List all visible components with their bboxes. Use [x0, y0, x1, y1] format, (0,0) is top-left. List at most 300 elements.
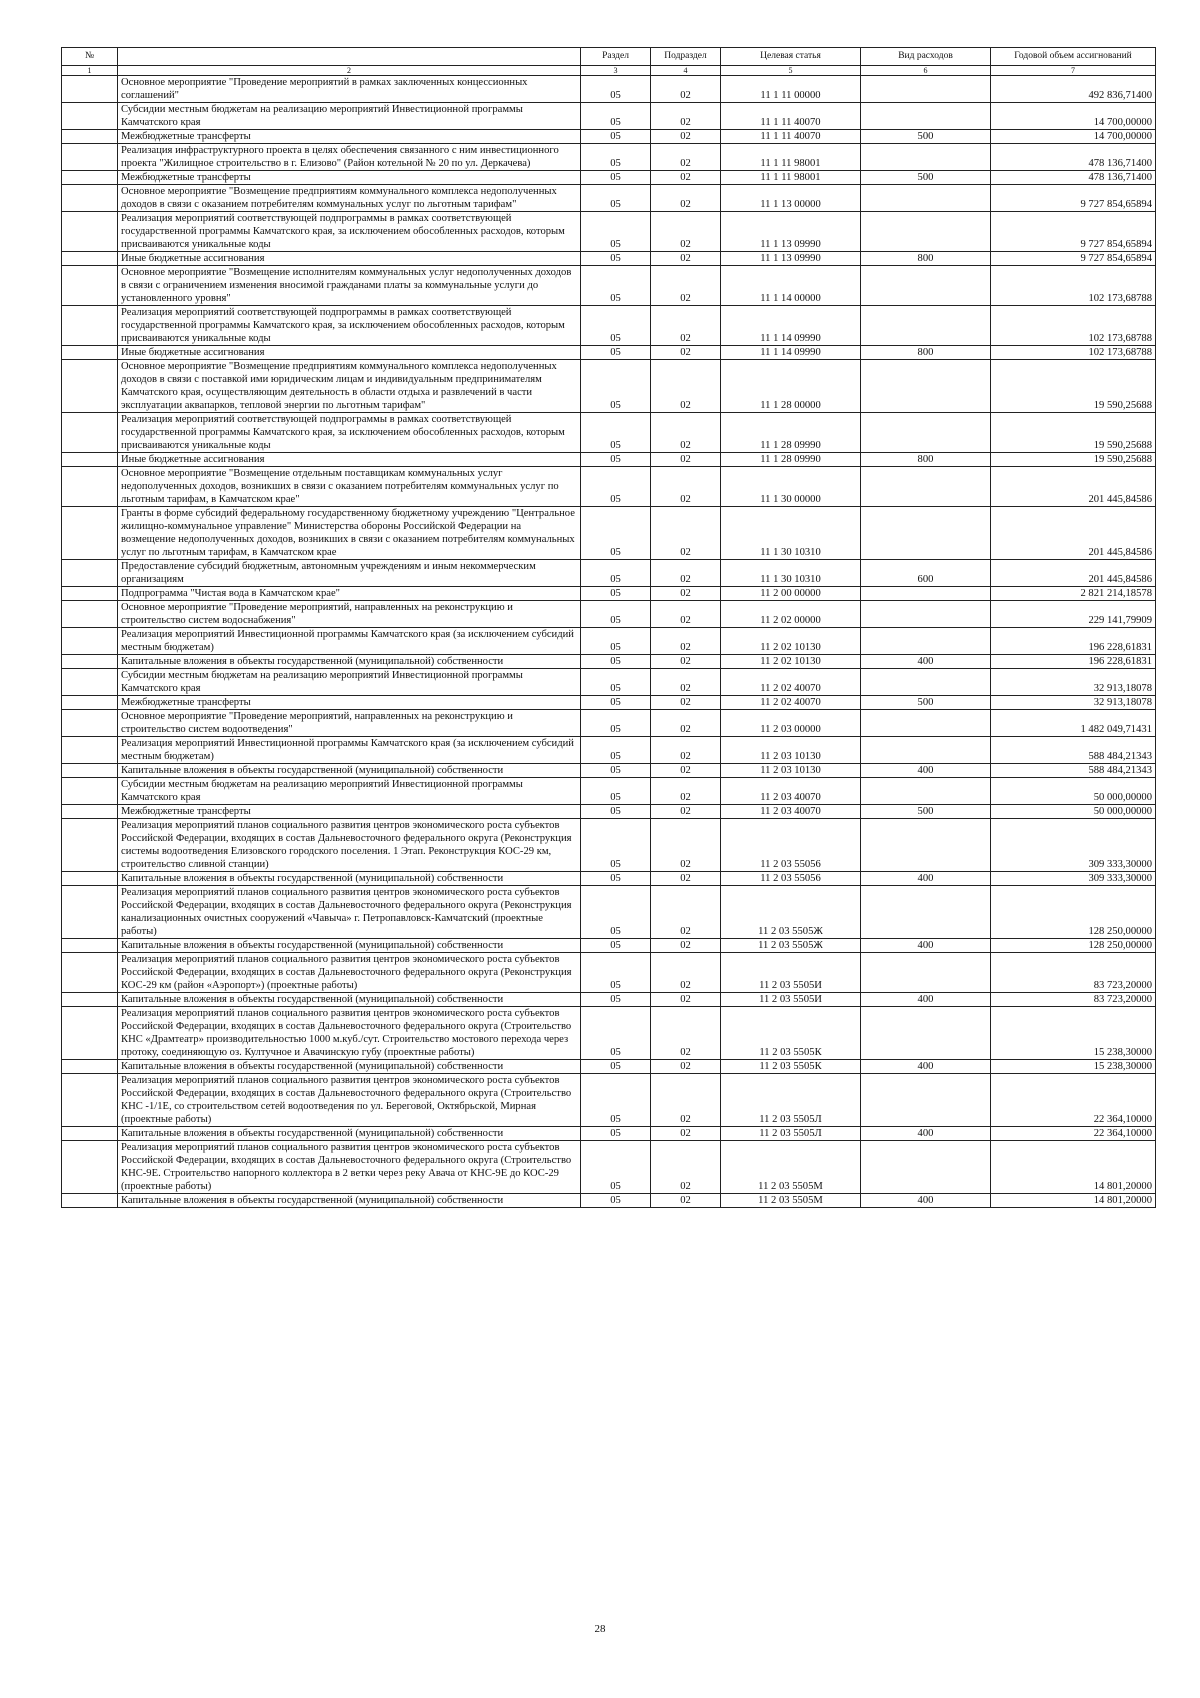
row-no	[62, 993, 118, 1007]
row-no	[62, 737, 118, 764]
row-no	[62, 696, 118, 710]
table-row	[62, 413, 1156, 453]
row-no	[62, 710, 118, 737]
row-amount: 478 136,71400	[991, 144, 1156, 171]
row-tselevaya-statya: 11 1 30 00000	[721, 467, 861, 507]
row-podrazdel: 02	[651, 560, 721, 587]
row-name: Основное мероприятие "Проведение мероприятий в рамках заключенных концессионных соглашений"	[118, 76, 581, 103]
table-row	[62, 346, 1156, 360]
row-podrazdel: 02	[651, 953, 721, 993]
row-podrazdel: 02	[651, 587, 721, 601]
table-row	[62, 587, 1156, 601]
column-number: 7	[991, 66, 1156, 76]
table-row	[62, 1194, 1156, 1208]
column-number: 5	[721, 66, 861, 76]
table-row	[62, 737, 1156, 764]
row-razdel: 05	[581, 507, 651, 560]
column-number-row	[62, 66, 1156, 76]
row-razdel: 05	[581, 1194, 651, 1208]
row-razdel: 05	[581, 1141, 651, 1194]
row-no	[62, 306, 118, 346]
row-tselevaya-statya: 11 1 13 09990	[721, 252, 861, 266]
table-row	[62, 764, 1156, 778]
row-name: Реализация мероприятий планов социального развития центров экономического роста субъектов Российской Федерации, входящих в состав Дальневосточного федерального округа (Реконструкция канализационных очистных сооружений «Чавыча» г. Петропавловск-Камчатский (проектные работы)	[118, 886, 581, 939]
row-name: Капитальные вложения в объекты государственной (муниципальной) собственности	[118, 1127, 581, 1141]
row-razdel: 05	[581, 103, 651, 130]
row-tselevaya-statya: 11 2 02 10130	[721, 628, 861, 655]
row-razdel: 05	[581, 306, 651, 346]
row-tselevaya-statya: 11 2 02 40070	[721, 669, 861, 696]
row-name: Реализация мероприятий соответствующей подпрограммы в рамках соответствующей государственной программы Камчатского края, за исключением обособленных расходов, которым присваиваются уникальные коды	[118, 212, 581, 252]
budget-table	[61, 47, 1156, 1208]
row-razdel: 05	[581, 346, 651, 360]
row-tselevaya-statya: 11 1 14 09990	[721, 346, 861, 360]
row-tselevaya-statya: 11 1 28 09990	[721, 453, 861, 467]
row-no	[62, 413, 118, 453]
table-row	[62, 655, 1156, 669]
row-name: Иные бюджетные ассигнования	[118, 453, 581, 467]
row-name: Капитальные вложения в объекты государственной (муниципальной) собственности	[118, 1060, 581, 1074]
row-tselevaya-statya: 11 1 13 00000	[721, 185, 861, 212]
row-no	[62, 1127, 118, 1141]
row-razdel: 05	[581, 560, 651, 587]
table-row	[62, 1074, 1156, 1127]
row-razdel: 05	[581, 266, 651, 306]
row-vid-rashodov: 400	[861, 872, 991, 886]
row-vid-rashodov: 400	[861, 1060, 991, 1074]
page-number: 28	[594, 1623, 606, 1635]
row-podrazdel: 02	[651, 252, 721, 266]
row-podrazdel: 02	[651, 819, 721, 872]
row-amount: 128 250,00000	[991, 886, 1156, 939]
row-amount: 9 727 854,65894	[991, 185, 1156, 212]
row-amount: 50 000,00000	[991, 805, 1156, 819]
row-tselevaya-statya: 11 2 03 5505Ж	[721, 886, 861, 939]
row-vid-rashodov	[861, 601, 991, 628]
row-no	[62, 601, 118, 628]
row-no	[62, 171, 118, 185]
row-no	[62, 103, 118, 130]
row-name: Межбюджетные трансферты	[118, 130, 581, 144]
row-tselevaya-statya: 11 2 03 5505И	[721, 993, 861, 1007]
table-row	[62, 872, 1156, 886]
row-name: Субсидии местным бюджетам на реализацию мероприятий Инвестиционной программы Камчатского края	[118, 103, 581, 130]
table-row	[62, 993, 1156, 1007]
row-tselevaya-statya: 11 2 03 55056	[721, 872, 861, 886]
row-no	[62, 560, 118, 587]
row-podrazdel: 02	[651, 655, 721, 669]
row-no	[62, 360, 118, 413]
row-no	[62, 655, 118, 669]
row-name: Основное мероприятие "Проведение мероприятий, направленных на реконструкцию и строительство систем водоснабжения"	[118, 601, 581, 628]
row-vid-rashodov: 400	[861, 764, 991, 778]
row-amount: 15 238,30000	[991, 1060, 1156, 1074]
row-vid-rashodov	[861, 778, 991, 805]
row-name: Реализация инфраструктурного проекта в целях обеспечения связанного с ним инвестиционного проекта "Жилищное строительство в г. Елизово" (Район котельной № 20 по ул. Деркачева)	[118, 144, 581, 171]
row-amount: 102 173,68788	[991, 266, 1156, 306]
row-podrazdel: 02	[651, 306, 721, 346]
table-row	[62, 453, 1156, 467]
row-amount: 15 238,30000	[991, 1007, 1156, 1060]
row-tselevaya-statya: 11 2 03 5505И	[721, 953, 861, 993]
row-name: Капитальные вложения в объекты государственной (муниципальной) собственности	[118, 764, 581, 778]
row-vid-rashodov: 500	[861, 805, 991, 819]
row-podrazdel: 02	[651, 710, 721, 737]
row-name: Реализация мероприятий планов социального развития центров экономического роста субъектов Российской Федерации, входящих в состав Дальневосточного федерального округа (Строительство КНС «Драмтеатр» производительностью 1000 м.куб./сут. Строительство мостового перехода через протоку, соединяющую оз. Култучное и Авачинскую губу (проектные работы)	[118, 1007, 581, 1060]
row-podrazdel: 02	[651, 993, 721, 1007]
row-amount: 492 836,71400	[991, 76, 1156, 103]
table-row	[62, 886, 1156, 939]
row-podrazdel: 02	[651, 453, 721, 467]
row-tselevaya-statya: 11 2 03 5505К	[721, 1007, 861, 1060]
row-tselevaya-statya: 11 2 03 10130	[721, 737, 861, 764]
row-razdel: 05	[581, 1127, 651, 1141]
row-vid-rashodov	[861, 710, 991, 737]
row-vid-rashodov: 400	[861, 655, 991, 669]
table-row	[62, 266, 1156, 306]
row-tselevaya-statya: 11 2 03 5505К	[721, 1060, 861, 1074]
row-razdel: 05	[581, 778, 651, 805]
table-row	[62, 953, 1156, 993]
row-vid-rashodov	[861, 507, 991, 560]
row-name: Основное мероприятие "Возмещение исполнителям коммунальных услуг недополученных доходов в связи с ограничением изменения вносимой гражданами платы за коммунальные услуги до установленного уровня"	[118, 266, 581, 306]
table-row	[62, 144, 1156, 171]
row-tselevaya-statya: 11 2 03 55056	[721, 819, 861, 872]
row-no	[62, 1074, 118, 1127]
row-name: Реализация мероприятий Инвестиционной программы Камчатского края (за исключением субсидий местным бюджетам)	[118, 628, 581, 655]
row-podrazdel: 02	[651, 737, 721, 764]
column-number: 2	[118, 66, 581, 76]
header-obem: Годовой объем ассигнований	[991, 48, 1156, 66]
row-razdel: 05	[581, 467, 651, 507]
table-row	[62, 628, 1156, 655]
row-razdel: 05	[581, 144, 651, 171]
row-no	[62, 628, 118, 655]
row-tselevaya-statya: 11 1 11 40070	[721, 130, 861, 144]
row-no	[62, 886, 118, 939]
row-razdel: 05	[581, 764, 651, 778]
row-amount: 201 445,84586	[991, 507, 1156, 560]
row-tselevaya-statya: 11 1 13 09990	[721, 212, 861, 252]
row-amount: 83 723,20000	[991, 993, 1156, 1007]
row-amount: 14 700,00000	[991, 130, 1156, 144]
row-name: Межбюджетные трансферты	[118, 171, 581, 185]
row-podrazdel: 02	[651, 628, 721, 655]
row-tselevaya-statya: 11 1 14 09990	[721, 306, 861, 346]
header-podrazdel: Подраздел	[651, 48, 721, 66]
row-amount: 309 333,30000	[991, 872, 1156, 886]
table-row	[62, 939, 1156, 953]
row-vid-rashodov	[861, 669, 991, 696]
row-podrazdel: 02	[651, 669, 721, 696]
row-tselevaya-statya: 11 2 03 10130	[721, 764, 861, 778]
row-vid-rashodov: 800	[861, 453, 991, 467]
row-podrazdel: 02	[651, 696, 721, 710]
row-razdel: 05	[581, 360, 651, 413]
row-vid-rashodov	[861, 1141, 991, 1194]
row-podrazdel: 02	[651, 1060, 721, 1074]
header-row	[62, 48, 1156, 66]
row-tselevaya-statya: 11 2 02 40070	[721, 696, 861, 710]
row-vid-rashodov	[861, 819, 991, 872]
row-amount: 9 727 854,65894	[991, 252, 1156, 266]
table-row	[62, 467, 1156, 507]
row-name: Субсидии местным бюджетам на реализацию мероприятий Инвестиционной программы Камчатского края	[118, 669, 581, 696]
row-vid-rashodov: 800	[861, 346, 991, 360]
row-vid-rashodov	[861, 76, 991, 103]
row-no	[62, 939, 118, 953]
row-vid-rashodov: 500	[861, 696, 991, 710]
row-no	[62, 467, 118, 507]
row-tselevaya-statya: 11 1 11 00000	[721, 76, 861, 103]
row-podrazdel: 02	[651, 76, 721, 103]
row-podrazdel: 02	[651, 507, 721, 560]
row-podrazdel: 02	[651, 601, 721, 628]
row-vid-rashodov	[861, 467, 991, 507]
row-podrazdel: 02	[651, 1141, 721, 1194]
row-name: Реализация мероприятий планов социального развития центров экономического роста субъектов Российской Федерации, входящих в состав Дальневосточного федерального округа (Реконструкция КОС-29 км (район «Аэропорт») (проектные работы)	[118, 953, 581, 993]
row-amount: 19 590,25688	[991, 453, 1156, 467]
row-vid-rashodov: 400	[861, 1127, 991, 1141]
row-razdel: 05	[581, 939, 651, 953]
row-name: Основное мероприятие "Возмещение отдельным поставщикам коммунальных услуг недополученных доходов, возникших в связи с оказанием потребителям коммунальных услуг по льготным тарифам, в Камчатском крае"	[118, 467, 581, 507]
row-tselevaya-statya: 11 1 11 40070	[721, 103, 861, 130]
row-vid-rashodov: 400	[861, 993, 991, 1007]
table-row	[62, 805, 1156, 819]
row-razdel: 05	[581, 76, 651, 103]
row-no	[62, 872, 118, 886]
row-name: Межбюджетные трансферты	[118, 696, 581, 710]
row-tselevaya-statya: 11 1 11 98001	[721, 171, 861, 185]
row-name: Реализация мероприятий соответствующей подпрограммы в рамках соответствующей государственной программы Камчатского края, за исключением обособленных расходов, которым присваиваются уникальные коды	[118, 306, 581, 346]
column-number: 6	[861, 66, 991, 76]
row-no	[62, 1141, 118, 1194]
row-razdel: 05	[581, 953, 651, 993]
row-amount: 32 913,18078	[991, 696, 1156, 710]
table-row	[62, 560, 1156, 587]
row-vid-rashodov	[861, 953, 991, 993]
row-name: Гранты в форме субсидий федеральному государственному бюджетному учреждению "Центральное жилищно-коммунальное управление" Министерства обороны Российской Федерации на возмещение недополученных доходов, возникших в связи с оказанием потребителям коммунальных услуг по льготным тарифам, в Камчатском крае	[118, 507, 581, 560]
row-razdel: 05	[581, 669, 651, 696]
table-row	[62, 601, 1156, 628]
row-podrazdel: 02	[651, 764, 721, 778]
row-amount: 229 141,79909	[991, 601, 1156, 628]
row-tselevaya-statya: 11 2 00 00000	[721, 587, 861, 601]
row-razdel: 05	[581, 185, 651, 212]
row-amount: 478 136,71400	[991, 171, 1156, 185]
row-razdel: 05	[581, 130, 651, 144]
row-amount: 128 250,00000	[991, 939, 1156, 953]
row-no	[62, 953, 118, 993]
row-razdel: 05	[581, 171, 651, 185]
row-name: Подпрограмма "Чистая вода в Камчатском крае"	[118, 587, 581, 601]
row-no	[62, 1194, 118, 1208]
row-razdel: 05	[581, 819, 651, 872]
table-row	[62, 252, 1156, 266]
table-row	[62, 1007, 1156, 1060]
row-vid-rashodov: 400	[861, 1194, 991, 1208]
row-amount: 196 228,61831	[991, 628, 1156, 655]
row-vid-rashodov	[861, 737, 991, 764]
row-podrazdel: 02	[651, 171, 721, 185]
row-amount: 22 364,10000	[991, 1127, 1156, 1141]
row-vid-rashodov: 800	[861, 252, 991, 266]
row-podrazdel: 02	[651, 1074, 721, 1127]
row-vid-rashodov: 400	[861, 939, 991, 953]
row-vid-rashodov	[861, 628, 991, 655]
row-tselevaya-statya: 11 2 03 5505Л	[721, 1074, 861, 1127]
row-tselevaya-statya: 11 1 14 00000	[721, 266, 861, 306]
row-vid-rashodov: 500	[861, 171, 991, 185]
row-no	[62, 587, 118, 601]
row-name: Реализация мероприятий планов социального развития центров экономического роста субъектов Российской Федерации, входящих в состав Дальневосточного федерального округа (Реконструкция системы водоотведения Елизовского городского поселения. 1 Этап. Реконструкция КОС-29 км, строительство сливной станции)	[118, 819, 581, 872]
row-tselevaya-statya: 11 1 28 00000	[721, 360, 861, 413]
row-amount: 22 364,10000	[991, 1074, 1156, 1127]
row-razdel: 05	[581, 886, 651, 939]
row-tselevaya-statya: 11 2 03 40070	[721, 778, 861, 805]
row-no	[62, 1007, 118, 1060]
row-razdel: 05	[581, 993, 651, 1007]
row-no	[62, 144, 118, 171]
row-vid-rashodov	[861, 587, 991, 601]
row-no	[62, 185, 118, 212]
row-name: Реализация мероприятий планов социального развития центров экономического роста субъектов Российской Федерации, входящих в состав Дальневосточного федерального округа (Строительство КНС-9Е. Строительство напорного коллектора в 2 ветки через реку Авача от КНС-9Е до КОС-29 (проектные работы)	[118, 1141, 581, 1194]
row-podrazdel: 02	[651, 144, 721, 171]
row-vid-rashodov	[861, 212, 991, 252]
row-amount: 32 913,18078	[991, 669, 1156, 696]
row-tselevaya-statya: 11 2 03 5505М	[721, 1141, 861, 1194]
row-tselevaya-statya: 11 1 30 10310	[721, 507, 861, 560]
row-podrazdel: 02	[651, 805, 721, 819]
row-amount: 588 484,21343	[991, 737, 1156, 764]
row-tselevaya-statya: 11 2 03 5505Ж	[721, 939, 861, 953]
row-vid-rashodov	[861, 1007, 991, 1060]
row-name: Реализация мероприятий планов социального развития центров экономического роста субъектов Российской Федерации, входящих в состав Дальневосточного федерального округа (Строительство КНС -1/1Е, со строительством сетей водоотведения по ул. Береговой, Октябрьской, Мирная (проектные работы)	[118, 1074, 581, 1127]
row-amount: 14 801,20000	[991, 1194, 1156, 1208]
row-podrazdel: 02	[651, 1127, 721, 1141]
row-name: Капитальные вложения в объекты государственной (муниципальной) собственности	[118, 872, 581, 886]
row-vid-rashodov	[861, 266, 991, 306]
row-amount: 201 445,84586	[991, 560, 1156, 587]
table-row	[62, 103, 1156, 130]
table-row	[62, 669, 1156, 696]
row-name: Иные бюджетные ассигнования	[118, 346, 581, 360]
header-name	[118, 48, 581, 66]
row-tselevaya-statya: 11 1 28 09990	[721, 413, 861, 453]
row-razdel: 05	[581, 453, 651, 467]
row-vid-rashodov	[861, 306, 991, 346]
table-row	[62, 171, 1156, 185]
row-name: Капитальные вложения в объекты государственной (муниципальной) собственности	[118, 939, 581, 953]
row-name: Реализация мероприятий Инвестиционной программы Камчатского края (за исключением субсидий местным бюджетам)	[118, 737, 581, 764]
row-name: Субсидии местным бюджетам на реализацию мероприятий Инвестиционной программы Камчатского края	[118, 778, 581, 805]
column-number: 3	[581, 66, 651, 76]
row-razdel: 05	[581, 872, 651, 886]
row-razdel: 05	[581, 252, 651, 266]
row-name: Капитальные вложения в объекты государственной (муниципальной) собственности	[118, 993, 581, 1007]
row-no	[62, 819, 118, 872]
row-amount: 19 590,25688	[991, 360, 1156, 413]
row-razdel: 05	[581, 805, 651, 819]
row-no	[62, 252, 118, 266]
row-amount: 588 484,21343	[991, 764, 1156, 778]
row-amount: 9 727 854,65894	[991, 212, 1156, 252]
row-razdel: 05	[581, 1074, 651, 1127]
row-razdel: 05	[581, 628, 651, 655]
row-amount: 102 173,68788	[991, 306, 1156, 346]
row-razdel: 05	[581, 710, 651, 737]
table-row	[62, 696, 1156, 710]
table-row	[62, 710, 1156, 737]
column-number: 4	[651, 66, 721, 76]
row-podrazdel: 02	[651, 360, 721, 413]
row-vid-rashodov: 600	[861, 560, 991, 587]
row-podrazdel: 02	[651, 266, 721, 306]
row-podrazdel: 02	[651, 886, 721, 939]
table-row	[62, 185, 1156, 212]
row-no	[62, 764, 118, 778]
table-body	[62, 76, 1156, 1208]
row-name: Предоставление субсидий бюджетным, автономным учреждениям и иным некоммерческим организациям	[118, 560, 581, 587]
row-vid-rashodov	[861, 886, 991, 939]
row-amount: 14 801,20000	[991, 1141, 1156, 1194]
row-podrazdel: 02	[651, 778, 721, 805]
row-podrazdel: 02	[651, 872, 721, 886]
row-vid-rashodov	[861, 144, 991, 171]
row-no	[62, 453, 118, 467]
table-row	[62, 306, 1156, 346]
row-tselevaya-statya: 11 2 03 40070	[721, 805, 861, 819]
row-name: Основное мероприятие "Возмещение предприятиям коммунального комплекса недополученных доходов в связи с поставкой ими юридическим лицам и индивидуальным предпринимателям Камчатского края, осуществляющим деятельность в области отдыха и развлечений в части эксплуатации аквапарков, тепловой энергии по льготным тарифам"	[118, 360, 581, 413]
row-tselevaya-statya: 11 2 03 5505Л	[721, 1127, 861, 1141]
table-row	[62, 360, 1156, 413]
table-row	[62, 212, 1156, 252]
table-row	[62, 1141, 1156, 1194]
header-vid: Вид расходов	[861, 48, 991, 66]
row-no	[62, 507, 118, 560]
row-amount: 83 723,20000	[991, 953, 1156, 993]
row-no	[62, 346, 118, 360]
header-tselevaya: Целевая статья	[721, 48, 861, 66]
table-row	[62, 1060, 1156, 1074]
row-razdel: 05	[581, 737, 651, 764]
row-tselevaya-statya: 11 1 11 98001	[721, 144, 861, 171]
table-row	[62, 1127, 1156, 1141]
row-podrazdel: 02	[651, 467, 721, 507]
row-podrazdel: 02	[651, 939, 721, 953]
row-razdel: 05	[581, 212, 651, 252]
row-podrazdel: 02	[651, 185, 721, 212]
row-amount: 2 821 214,18578	[991, 587, 1156, 601]
row-no	[62, 778, 118, 805]
row-amount: 309 333,30000	[991, 819, 1156, 872]
row-razdel: 05	[581, 1060, 651, 1074]
row-amount: 1 482 049,71431	[991, 710, 1156, 737]
row-amount: 196 228,61831	[991, 655, 1156, 669]
row-vid-rashodov	[861, 413, 991, 453]
row-podrazdel: 02	[651, 346, 721, 360]
budget-sheet	[61, 47, 1155, 1208]
row-razdel: 05	[581, 655, 651, 669]
row-tselevaya-statya: 11 2 02 00000	[721, 601, 861, 628]
column-number: 1	[62, 66, 118, 76]
row-tselevaya-statya: 11 2 03 5505М	[721, 1194, 861, 1208]
row-name: Межбюджетные трансферты	[118, 805, 581, 819]
row-no	[62, 130, 118, 144]
row-razdel: 05	[581, 587, 651, 601]
table-row	[62, 778, 1156, 805]
row-vid-rashodov: 500	[861, 130, 991, 144]
